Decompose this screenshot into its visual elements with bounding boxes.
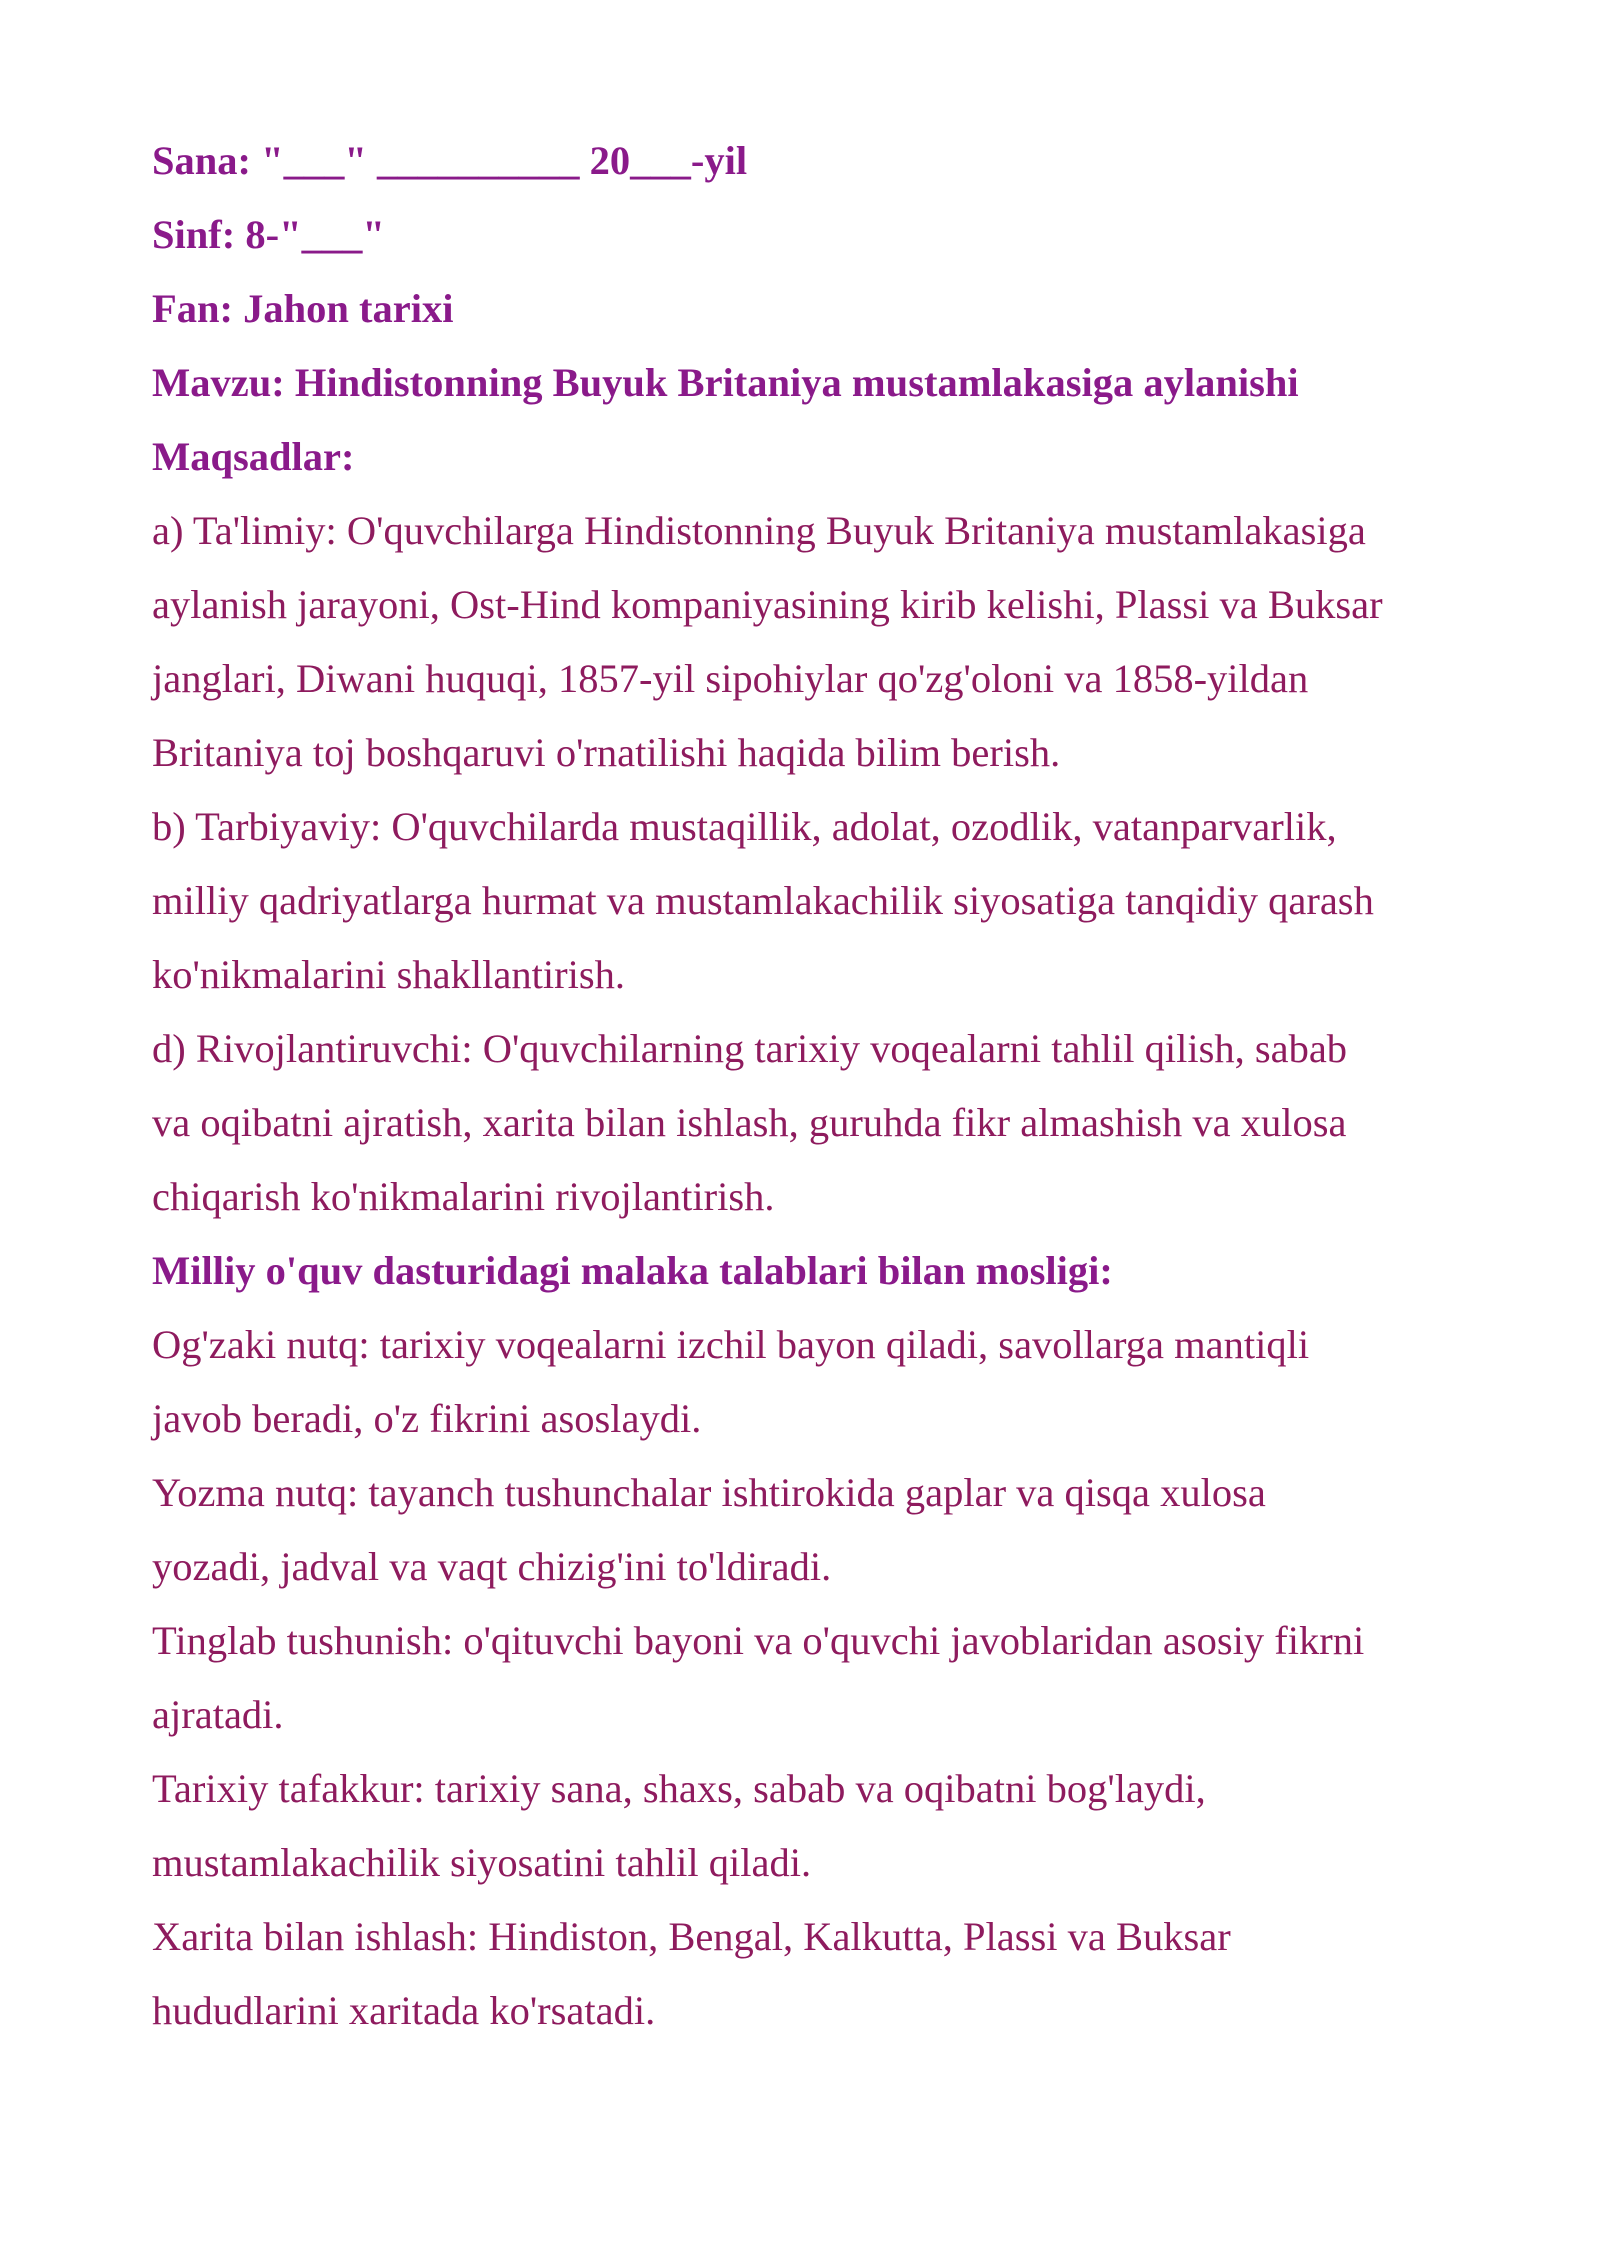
goal-upbringing-line: milliy qadriyatlarga hurmat va mustamlakachilik siyosatiga tanqidiy qarash	[152, 878, 1374, 923]
goal-educational-line: Britaniya toj boshqaruvi o'rnatilishi haqida bilim berish.	[152, 730, 1061, 775]
lesson-plan-page	[152, 124, 1492, 2048]
goal-educational	[152, 494, 1492, 790]
goal-developmental	[152, 1012, 1492, 1234]
competency-historical-thinking-line: mustamlakachilik siyosatini tahlil qiladi.	[152, 1840, 812, 1885]
competency-oral-speech	[152, 1308, 1492, 1456]
competency-oral-speech-line: Og'zaki nutq: tarixiy voqealarni izchil bayon qiladi, savollarga mantiqli	[152, 1322, 1310, 1367]
goal-upbringing-line: ko'nikmalarini shakllantirish.	[152, 952, 625, 997]
competency-listening-line: ajratadi.	[152, 1692, 284, 1737]
goal-educational-line: aylanish jarayoni, Ost-Hind kompaniyasining kirib kelishi, Plassi va Buksar	[152, 582, 1383, 627]
competency-listening-line: Tinglab tushunish: o'qituvchi bayoni va o'quvchi javoblaridan asosiy fikrni	[152, 1618, 1365, 1663]
goal-developmental-line: chiqarish ko'nikmalarini rivojlantirish.	[152, 1174, 775, 1219]
goal-upbringing	[152, 790, 1492, 1012]
competency-historical-thinking	[152, 1752, 1492, 1900]
goal-educational-line: janglari, Diwani huquqi, 1857-yil sipohiylar qo'zg'oloni va 1858-yildan	[152, 656, 1309, 701]
goals-heading: Maqsadlar:	[152, 434, 355, 479]
goal-developmental-line: va oqibatni ajratish, xarita bilan ishlash, guruhda fikr almashish va xulosa	[152, 1100, 1347, 1145]
competency-written-speech-line: Yozma nutq: tayanch tushunchalar ishtirokida gaplar va qisqa xulosa	[152, 1470, 1266, 1515]
competency-map-work-line: hududlarini xaritada ko'rsatadi.	[152, 1988, 656, 2033]
class-line: Sinf: 8-"___"	[152, 212, 385, 257]
date-line: Sana: "___" __________ 20___-yil	[152, 138, 748, 183]
goal-educational-line: a) Ta'limiy: O'quvchilarga Hindistonning Buyuk Britaniya mustamlakasiga	[152, 508, 1366, 553]
topic-line: Mavzu: Hindistonning Buyuk Britaniya mustamlakasiga aylanishi	[152, 360, 1299, 405]
competency-historical-thinking-line: Tarixiy tafakkur: tarixiy sana, shaxs, sabab va oqibatni bog'laydi,	[152, 1766, 1206, 1811]
competency-written-speech-line: yozadi, jadval va vaqt chizig'ini to'ldiradi.	[152, 1544, 832, 1589]
competency-oral-speech-line: javob beradi, o'z fikrini asoslaydi.	[152, 1396, 702, 1441]
goal-upbringing-line: b) Tarbiyaviy: O'quvchilarda mustaqillik, adolat, ozodlik, vatanparvarlik,	[152, 804, 1337, 849]
competency-listening	[152, 1604, 1492, 1752]
competency-map-work-line: Xarita bilan ishlash: Hindiston, Bengal, Kalkutta, Plassi va Buksar	[152, 1914, 1231, 1959]
competency-written-speech	[152, 1456, 1492, 1604]
goal-developmental-line: d) Rivojlantiruvchi: O'quvchilarning tarixiy voqealarni tahlil qilish, sabab	[152, 1026, 1348, 1071]
competencies-heading: Milliy o'quv dasturidagi malaka talablari bilan mosligi:	[152, 1248, 1113, 1293]
competency-map-work	[152, 1900, 1492, 2048]
subject-line: Fan: Jahon tarixi	[152, 286, 454, 331]
